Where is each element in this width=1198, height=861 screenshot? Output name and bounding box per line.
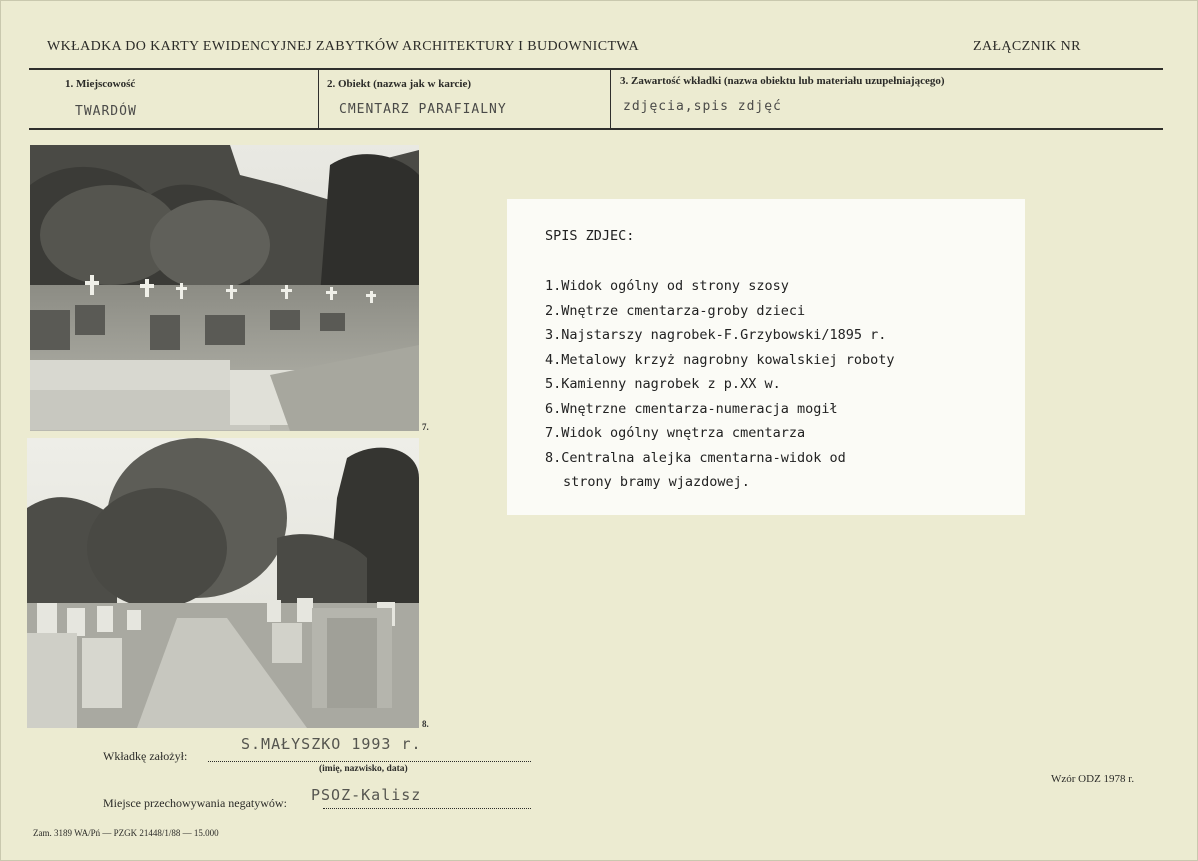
- storage-label: Miejsce przechowywania negatywów:: [103, 796, 287, 810]
- locality-value: TWARDÓW: [75, 104, 137, 119]
- photo-list: [545, 274, 895, 495]
- cemetery-photo-8-image: [27, 438, 419, 728]
- cemetery-photo-8: [27, 438, 419, 728]
- object-label: 2. Obiekt (nazwa jak w karcie): [327, 78, 472, 90]
- content-label: 3. Zawartość wkładki (nazwa obiektu lub materiału uzupełniającego): [620, 75, 945, 87]
- photo-7-number: 7.: [422, 422, 429, 432]
- list-item: 7.Widok ogólny wnętrza cmentarza: [545, 425, 806, 441]
- list-item: 5.Kamienny nagrobek z p.XX w.: [545, 376, 781, 392]
- list-item: 6.Wnętrzne cmentarza-numeracja mogił: [545, 400, 838, 417]
- list-item: 8.Centralna alejka cmentarna-widok od: [545, 449, 846, 466]
- annex-label: ZAŁĄCZNIK NR: [973, 39, 1081, 54]
- list-item: 1.Widok ogólny od strony szosy: [545, 278, 789, 294]
- form-title: WKŁADKA DO KARTY EWIDENCYJNEJ ZABYTKÓW ARCHITEKTURY I BUDOWNICTWA: [47, 39, 639, 54]
- template-label: Wzór ODZ 1978 r.: [1051, 773, 1135, 785]
- list-item: 2.Wnętrze cmentarza-groby dzieci: [545, 302, 806, 319]
- top-rule: [29, 68, 1163, 70]
- founder-label: Wkładkę założył:: [103, 749, 188, 763]
- founder-hint: (imię, nazwisko, data): [319, 764, 408, 774]
- locality-label: 1. Miejscowość: [65, 78, 136, 90]
- list-item: strony bramy wjazdowej.: [563, 474, 750, 490]
- cemetery-photo-7-image: [30, 145, 419, 431]
- print-info: Zam. 3189 WA/Pń — PZGK 21448/1/88 — 15.000: [33, 828, 219, 838]
- photo-list-card: [507, 199, 1025, 515]
- storage-line: [323, 808, 531, 809]
- list-item: 4.Metalowy krzyż nagrobny kowalskiej roboty: [545, 351, 895, 368]
- divider-1: [318, 70, 319, 128]
- founder-line: [208, 761, 531, 762]
- object-value: CMENTARZ PARAFIALNY: [339, 102, 507, 117]
- bottom-rule: [29, 128, 1163, 130]
- founder-value: S.MAŁYSZKO 1993 r.: [241, 735, 422, 753]
- list-item: 3.Najstarszy nagrobek-F.Grzybowski/1895 r.: [545, 327, 887, 343]
- storage-value: PSOZ-Kalisz: [311, 786, 422, 804]
- divider-2: [610, 70, 611, 128]
- photo-8-number: 8.: [422, 719, 429, 729]
- content-value: zdjęcia,spis zdjęć: [623, 99, 782, 114]
- cemetery-photo-7: [30, 145, 419, 431]
- photo-list-title: SPIS ZDJEC:: [545, 228, 635, 244]
